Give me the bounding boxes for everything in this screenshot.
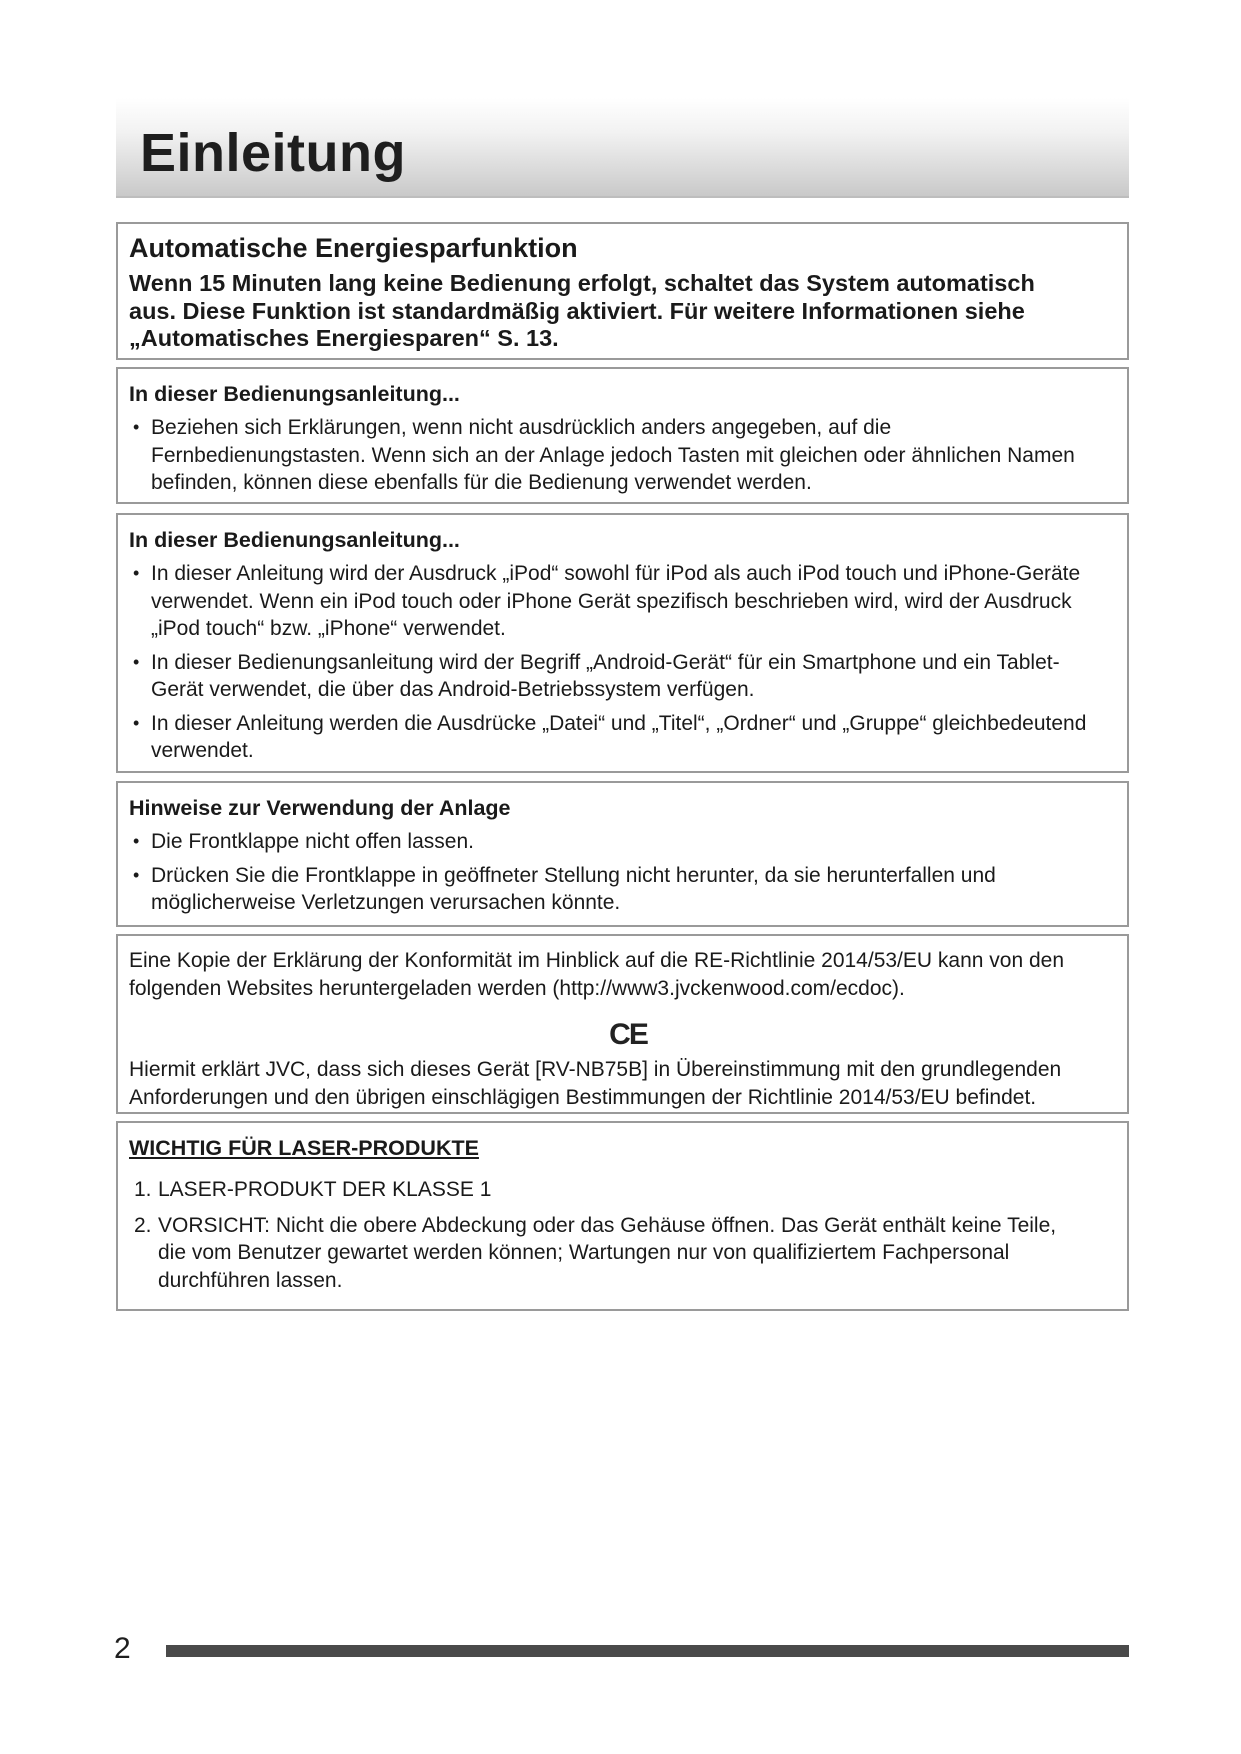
declaration-paragraph: Hiermit erklärt JVC, dass sich dieses Gerät [RV-NB75B] in Übereinstimmung mit den grundlegenden Anforderungen und den übrigen einschlägigen Bestimmungen der Richtlinie 2014/53/EU befindet. (129, 1058, 1062, 1109)
bullet-icon: • (133, 417, 140, 437)
bullet-icon: • (133, 563, 140, 583)
bullet-icon: • (133, 651, 140, 672)
page-title: Einleitung (140, 123, 406, 183)
energy-saving-heading: Automatische Energiesparfunktion (129, 233, 578, 263)
footer-bar (166, 1645, 1129, 1657)
list-item: 1. LASER-PRODUKT DER KLASSE 1 (134, 1178, 492, 1201)
section-heading: In dieser Bedienungsanleitung... (129, 528, 460, 552)
list-item: • In dieser Bedienungsanleitung wird der Begriff „Android-Gerät“ für ein Smartphone und ein Tablet- Gerät verwendet, die über das Android-Betriebssystem verfügen. (133, 650, 1060, 701)
bullet-list (129, 414, 1127, 497)
bullet-icon: • (133, 712, 140, 733)
bullet-icon: • (133, 831, 140, 851)
section-heading: WICHTIG FÜR LASER-PRODUKTE (129, 1136, 479, 1160)
list-item: • Beziehen sich Erklärungen, wenn nicht ausdrücklich anders angegeben, auf die Fernbedienungstasten. Wenn sich an der Anlage jedoch Tasten mit gleichen oder ähnlichen Namen befinden, können diese ebenfalls für die Bedienung verwendet werden. (133, 416, 1075, 494)
page-number: 2 (114, 1632, 131, 1665)
section-heading: In dieser Bedienungsanleitung... (129, 382, 460, 406)
conformity-paragraph: Eine Kopie der Erklärung der Konformität im Hinblick auf die RE-Richtlinie 2014/53/EU kann von den folgenden Websites heruntergeladen werden (http://www3.jvckenwood.com/ecdoc). (129, 949, 1064, 1000)
text-line: Wenn 15 Minuten lang keine Bedienung erfolgt, schaltet das System automatisch (129, 270, 1035, 296)
list-item: • In dieser Anleitung werden die Ausdrücke „Datei“ und „Titel“, „Ordner“ und „Gruppe“ gleichbedeutend verwendet. (133, 711, 1087, 762)
conformity-box (116, 934, 1129, 1114)
energy-saving-box (116, 222, 1129, 360)
bullet-icon: • (133, 864, 140, 885)
bullet-list (129, 560, 1127, 765)
numbered-list (129, 1176, 1127, 1294)
list-item: • In dieser Anleitung wird der Ausdruck „iPod“ sowohl für iPod als auch iPod touch und iPhone-Geräte verwendet. Wenn ein iPod touch oder iPhone Gerät spezifisch beschrieben wird, wird der Ausdruck „iPod touch“ bzw. „iPhone“ verwendet. (133, 562, 1081, 640)
list-item: • Drücken Sie die Frontklappe in geöffneter Stellung nicht herunter, da sie herunterfallen und möglicherweise Verletzungen verursachen könnte. (133, 863, 996, 914)
bullet-list (129, 828, 1127, 917)
list-item: 2. VORSICHT: Nicht die obere Abdeckung oder das Gehäuse öffnen. Das Gerät enthält keine Teile, die vom Benutzer gewartet werden können; Wartungen nur von qualifiziertem Fachpersonal durchführen lassen. (134, 1213, 1057, 1292)
section-heading: Hinweise zur Verwendung der Anlage (129, 796, 511, 820)
laser-warning-box (116, 1121, 1129, 1311)
energy-saving-text (129, 270, 1127, 353)
text-line: aus. Diese Funktion ist standardmäßig aktiviert. Für weitere Informationen siehe (129, 297, 1025, 324)
text-line: „Automatisches Energiesparen“ S. 13. (129, 325, 559, 351)
manual-note-box-2 (116, 513, 1129, 773)
ce-mark-icon: CE (609, 1018, 647, 1051)
list-item: • Die Frontklappe nicht offen lassen. (129, 828, 1127, 856)
usage-notes-box (116, 781, 1129, 927)
manual-note-box-1 (116, 367, 1129, 504)
